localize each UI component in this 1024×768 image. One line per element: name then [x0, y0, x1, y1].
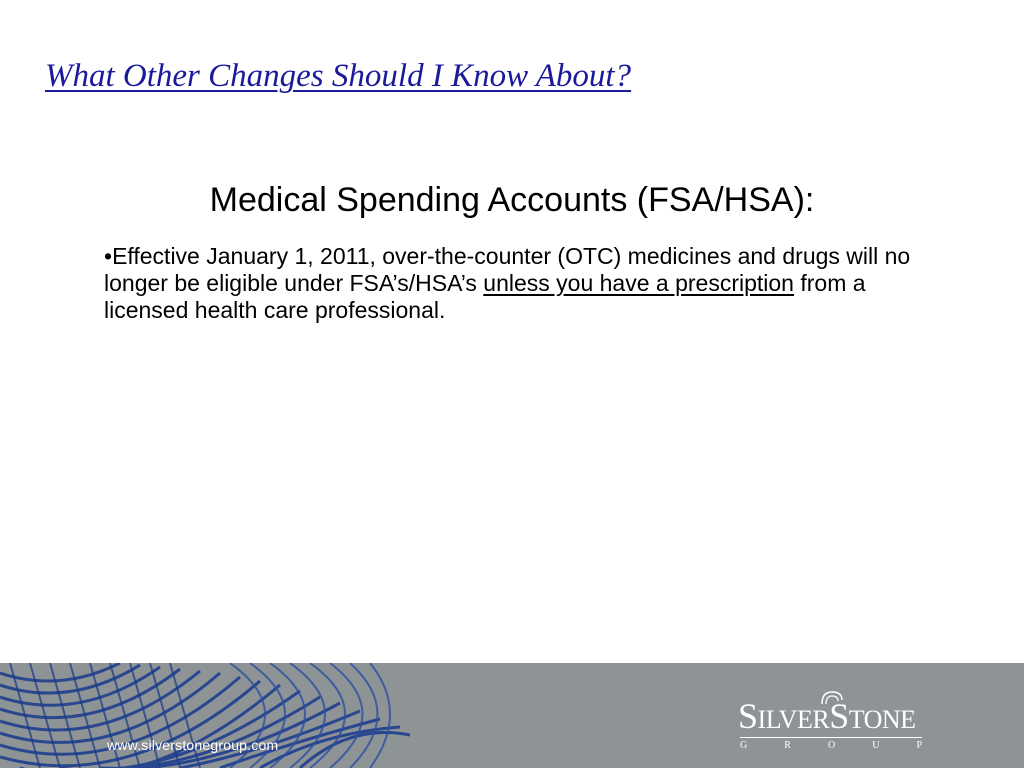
logo-rest-2: TONE — [848, 705, 916, 734]
website-url: www.silverstonegroup.com — [107, 737, 279, 753]
bullet-marker: • — [104, 243, 113, 269]
logo-group-text — [740, 740, 922, 752]
logo-divider — [740, 737, 922, 738]
logo-initial-2: S — [829, 696, 849, 736]
silverstone-logo — [738, 688, 928, 751]
slide-title: What Other Changes Should I Know About? — [45, 58, 632, 94]
bullet-text-part2: from a licensed health care professional. — [104, 270, 866, 323]
logo-group-letter: R — [784, 740, 791, 751]
logo-rest-1: ILVER — [757, 705, 830, 734]
bullet-text-part1: Effective January 1, 2011, over-the-counter (OTC) medicines and drugs will no longer be eligible under FSA’s/HSA’s — [104, 243, 911, 296]
logo-group-letter: U — [872, 740, 880, 751]
logo-wordmark — [738, 698, 916, 738]
logo-group-letter: O — [827, 740, 836, 751]
section-heading: Medical Spending Accounts (FSA/HSA): — [209, 181, 815, 219]
logo-group-letter: P — [916, 740, 922, 751]
footer-band — [0, 663, 1024, 768]
logo-initial-1: S — [738, 696, 758, 736]
logo-group-letter: G — [740, 740, 748, 751]
bullet-underlined-text: unless you have a prescription — [483, 270, 794, 296]
bullet-paragraph — [104, 243, 934, 324]
